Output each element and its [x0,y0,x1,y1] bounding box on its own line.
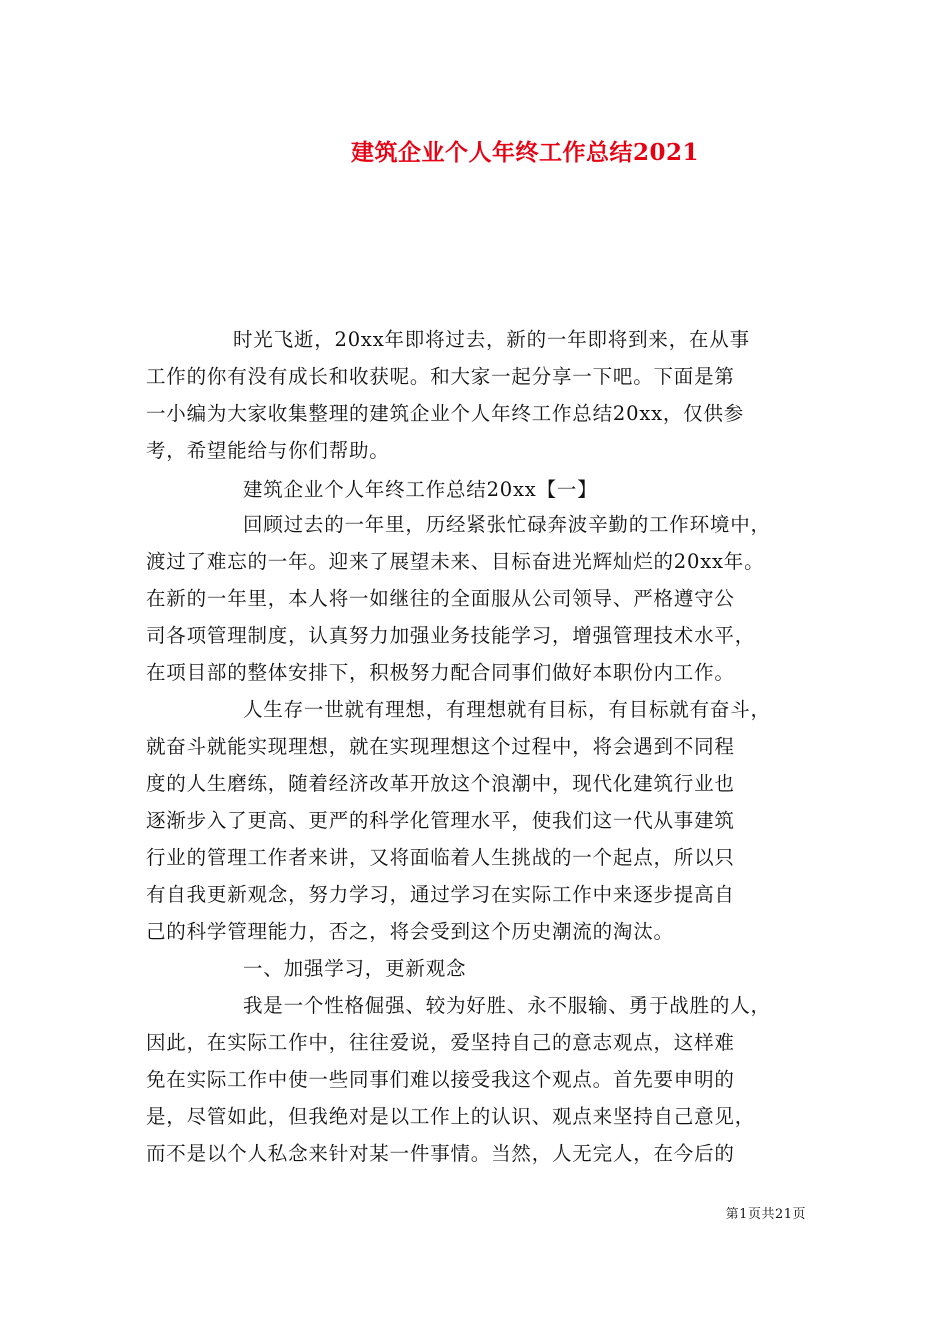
text-line: 在新的一年里，本人将一如继往的全面服从公司领导、严格遵守公 [146,587,735,610]
text-line: 一小编为大家收集整理的建筑企业个人年终工作总结20xx，仅供参 [146,402,745,425]
text-line: 逐渐步入了更高、更严的科学化管理水平，使我们这一代从事建筑 [146,809,735,832]
text-line: 渡过了难忘的一年。迎来了展望未来、目标奋进光辉灿烂的20xx年。 [146,550,765,573]
text-line: 因此，在实际工作中，往往爱说，爱坚持自己的意志观点，这样难 [146,1031,735,1054]
page-number: 第1页共21页 [725,1207,806,1222]
text-line: 有自我更新观念，努力学习，通过学习在实际工作中来逐步提高自 [146,883,735,906]
text-line: 考，希望能给与你们帮助。 [146,439,390,462]
text-line: 司各项管理制度，认真努力加强业务技能学习，增强管理技术水平， [146,624,756,647]
text-line: 在项目部的整体安排下，积极努力配合同事们做好本职份内工作。 [146,661,735,684]
text-line: 时光飞逝，20xx年即将过去，新的一年即将到来，在从事 [233,328,750,351]
section-heading: 一、加强学习，更新观念 [243,957,467,980]
text-line: 回顾过去的一年里，历经紧张忙碌奔波辛勤的工作环境中， [243,513,771,536]
text-line: 人生存一世就有理想，有理想就有目标，有目标就有奋斗， [243,698,771,721]
text-line: 己的科学管理能力，否之，将会受到这个历史潮流的淘汰。 [146,920,674,943]
text-line: 就奋斗就能实现理想，就在实现理想这个过程中，将会遇到不同程 [146,735,735,758]
text-line: 度的人生磨练，随着经济改革开放这个浪潮中，现代化建筑行业也 [146,772,735,795]
text-line: 工作的你有没有成长和收获呢。和大家一起分享一下吧。下面是第 [146,365,735,388]
text-line: 我是一个性格倔强、较为好胜、永不服输、勇于战胜的人， [243,994,771,1017]
text-line: 而不是以个人私念来针对某一件事情。当然，人无完人，在今后的 [146,1142,735,1165]
text-line: 是，尽管如此，但我绝对是以工作上的认识、观点来坚持自己意见， [146,1105,756,1128]
text-line: 行业的管理工作者来讲，又将面临着人生挑战的一个起点，所以只 [146,846,735,869]
text-line: 免在实际工作中使一些同事们难以接受我这个观点。首先要申明的 [146,1068,735,1091]
page-title: 建筑企业个人年终工作总结2021 [350,139,699,166]
section-heading: 建筑企业个人年终工作总结20xx【一】 [243,478,598,501]
